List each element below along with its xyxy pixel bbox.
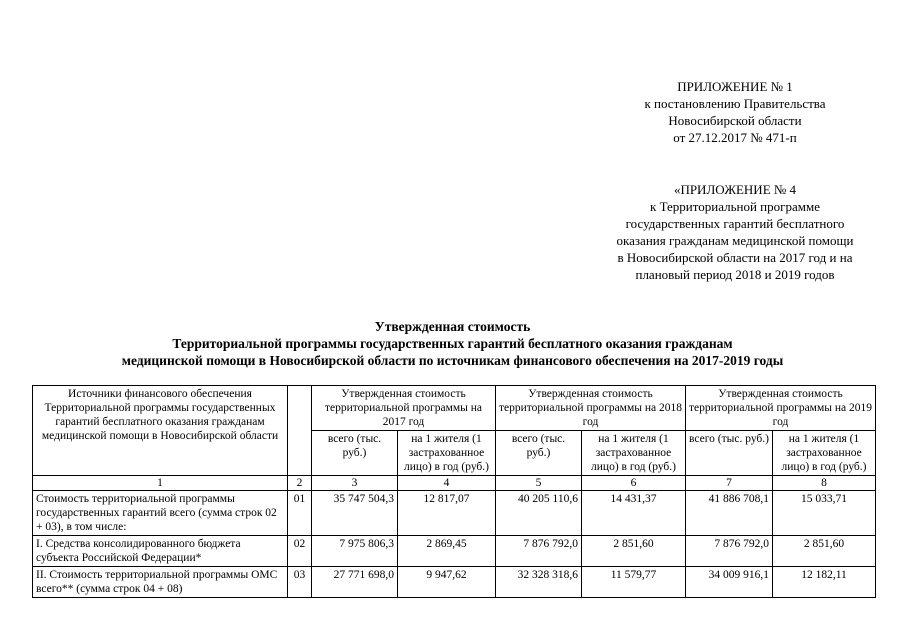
value-cell: 14 431,37 bbox=[582, 491, 686, 536]
sub-total-header: всего (тыс. руб.) bbox=[496, 431, 582, 476]
value-cell: 12 817,07 bbox=[398, 491, 496, 536]
appendix-4-line: «ПРИЛОЖЕНИЕ № 4 bbox=[673, 182, 797, 197]
value-cell: 32 328 318,6 bbox=[496, 567, 582, 598]
table-row bbox=[33, 536, 876, 567]
row-label: I. Средства консолидированного бюджета субъекта Российской Федерации* bbox=[33, 536, 288, 567]
appendix-4-header bbox=[585, 181, 885, 283]
value-cell: 2 851,60 bbox=[582, 536, 686, 567]
appendix-1-line: к постановлению Правительства bbox=[644, 96, 826, 111]
appendix-4-line: государственных гарантий бесплатного bbox=[625, 216, 845, 231]
year-2018-header: Утвержденная стоимость территориальной программы на 2018 год bbox=[496, 386, 686, 431]
sub-per-capita-header: на 1 жителя (1 застрахованное лицо) в год (руб.) bbox=[398, 431, 496, 476]
appendix-1-line: Новосибирской области bbox=[668, 113, 802, 128]
column-number: 8 bbox=[773, 476, 876, 491]
column-number: 5 bbox=[496, 476, 582, 491]
sub-per-capita-header: на 1 жителя (1 застрахованное лицо) в год (руб.) bbox=[582, 431, 686, 476]
value-cell: 27 771 698,0 bbox=[312, 567, 398, 598]
appendix-4-line: плановый период 2018 и 2019 годов bbox=[635, 267, 835, 282]
sub-per-capita-header: на 1 жителя (1 застрахованное лицо) в год (руб.) bbox=[773, 431, 876, 476]
document-title bbox=[0, 318, 905, 369]
cost-table bbox=[32, 385, 876, 598]
value-cell: 2 851,60 bbox=[773, 536, 876, 567]
value-cell: 2 869,45 bbox=[398, 536, 496, 567]
sub-total-header: всего (тыс. руб.) bbox=[686, 431, 773, 476]
column-number: 2 bbox=[288, 476, 312, 491]
value-cell: 9 947,62 bbox=[398, 567, 496, 598]
table-row bbox=[33, 491, 876, 536]
column-number-row bbox=[33, 476, 876, 491]
appendix-4-line: оказания гражданам медицинской помощи bbox=[616, 233, 854, 248]
column-number: 7 bbox=[686, 476, 773, 491]
title-line: Утвержденная стоимость bbox=[374, 319, 531, 334]
year-2017-header: Утвержденная стоимость территориальной программы на 2017 год bbox=[312, 386, 496, 431]
value-cell: 40 205 110,6 bbox=[496, 491, 582, 536]
value-cell: 12 182,11 bbox=[773, 567, 876, 598]
column-number: 3 bbox=[312, 476, 398, 491]
value-cell: 7 876 792,0 bbox=[686, 536, 773, 567]
row-code: 02 bbox=[288, 536, 312, 567]
title-line: Территориальной программы государственных гарантий бесплатного оказания гражданам bbox=[172, 336, 733, 351]
row-label: II. Стоимость территориальной программы ОМС всего** (сумма строк 04 + 08) bbox=[33, 567, 288, 598]
code-header bbox=[288, 386, 312, 476]
header-row bbox=[33, 386, 876, 431]
sub-total-header: всего (тыс. руб.) bbox=[312, 431, 398, 476]
appendix-4-line: в Новосибирской области на 2017 год и на bbox=[617, 250, 853, 265]
column-number: 1 bbox=[33, 476, 288, 491]
value-cell: 7 975 806,3 bbox=[312, 536, 398, 567]
value-cell: 34 009 916,1 bbox=[686, 567, 773, 598]
appendix-1-line: ПРИЛОЖЕНИЕ № 1 bbox=[677, 79, 793, 94]
row-code: 03 bbox=[288, 567, 312, 598]
appendix-1-header bbox=[600, 78, 870, 146]
column-number: 6 bbox=[582, 476, 686, 491]
table-row bbox=[33, 567, 876, 598]
title-line: медицинской помощи в Новосибирской области по источникам финансового обеспечения на 2017-2019 годы bbox=[121, 353, 784, 368]
row-code: 01 bbox=[288, 491, 312, 536]
value-cell: 41 886 708,1 bbox=[686, 491, 773, 536]
value-cell: 35 747 504,3 bbox=[312, 491, 398, 536]
value-cell: 7 876 792,0 bbox=[496, 536, 582, 567]
value-cell: 11 579,77 bbox=[582, 567, 686, 598]
year-2019-header: Утвержденная стоимость территориальной программы на 2019 год bbox=[686, 386, 876, 431]
appendix-1-line: от 27.12.2017 № 471-п bbox=[673, 130, 797, 145]
row-label: Стоимость территориальной программы государственных гарантий всего (сумма строк 02 + 03), в том числе: bbox=[33, 491, 288, 536]
source-header: Источники финансового обеспечения Территориальной программы государственных гарантий бесплатного оказания гражданам медицинской помощи в Новосибирской области bbox=[33, 386, 288, 476]
appendix-4-line: к Территориальной программе bbox=[650, 199, 820, 214]
column-number: 4 bbox=[398, 476, 496, 491]
value-cell: 15 033,71 bbox=[773, 491, 876, 536]
